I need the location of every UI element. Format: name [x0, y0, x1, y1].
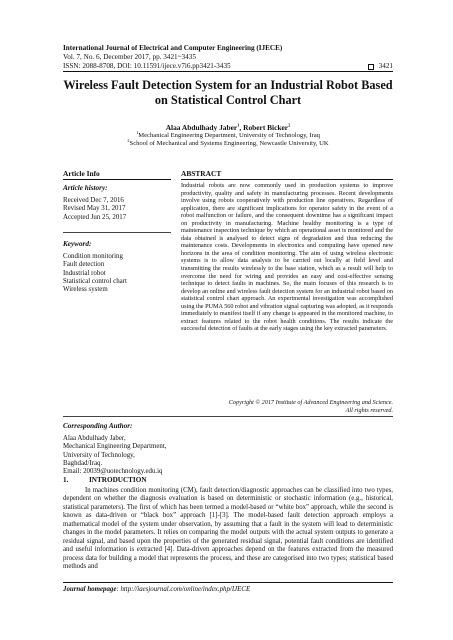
abstract-text: Industrial robots are now commonly used in production systems to improve productivity, quality and safety in manufacturing processes. Recent developments involve using robots cooperatively with production line operatives. Regardless of application, there are significant implications for operator safety in the event of a robot malfunction or failure, and the consequent downtime has a significant impact on productivity in manufacturing. Machine healthy monitoring is a type of maintenance inspection technique by which an operational asset is monitored and the data obtained is analysed to detect signs of degradation and thus reducing the maintenance costs. Developments in electronics and computing have opened new horizons in the area of condition monitoring. The aim of using wireless electronic systems is to allow data analysis to be carried out locally at field level and transmitting the results wirelessly to the base station, which as a result will help to overcome the need for wiring and provides an easy and cost-effective sensing technique to detect faults in machines. So, the main focuses of this research is to develop an online and wireless fault detection system for an industrial robot based on statistical control chart approach. An experimental investigation was accomplished using the PUMA 560 robot and vibration signal capturing was adopted, as it responds immediately to manifest itself if any change is appeared in the monitored machine, to extract features related to the robot health conditions. The results indicate the successful detection of faults at the early stages using the key extracted parameters. — [181, 182, 393, 333]
keyword-title: Keyword: — [63, 240, 92, 248]
affiliation-2: School of Mechanical and Systems Engineering, Newcastle University, UK — [129, 140, 329, 148]
affiliations — [63, 129, 393, 148]
history-title: Article history: — [63, 184, 108, 192]
homepage-url[interactable]: : http://iaesjournal.com/online/index.php/IJECE — [116, 586, 251, 593]
keyword-item: Fault detection — [63, 261, 105, 269]
corresponding-email: Email: 20039@uotechnology.edu.iq — [63, 468, 163, 476]
corresponding-univ: University of Technology, — [63, 451, 135, 459]
volume-line: Vol. 7, No. 6, December 2017, pp. 3421~3435 — [63, 53, 196, 61]
footer-rule — [63, 582, 393, 583]
title-line-2: on Statistical Control Chart — [154, 93, 302, 107]
history-revised: Revised May 31, 2017 — [63, 205, 126, 213]
square-icon — [368, 64, 374, 70]
keyword-item: Wireless system — [63, 286, 108, 294]
author-2: Robert Bicker — [243, 123, 289, 132]
article-info-rule — [63, 179, 171, 180]
affil-1-sup: 1 — [136, 129, 139, 135]
author-separator: , — [239, 123, 244, 132]
corresponding-city: Baghdad/Iraq. — [63, 459, 103, 467]
keyword-item: Statistical control chart — [63, 277, 127, 285]
copyright-line-1: Copyright © 2017 Institute of Advanced Engineering and Science. — [228, 399, 393, 406]
author-2-sup: 2 — [288, 122, 291, 128]
keyword-item: Condition monitoring — [63, 253, 123, 260]
authors — [63, 123, 393, 132]
history-accepted: Accepted Jun 25, 2017 — [63, 213, 127, 221]
copyright-line-2: All rights reserved. — [345, 406, 393, 414]
corresponding-title: Corresponding Author: — [63, 422, 133, 430]
intro-title: INTRODUCTION — [89, 476, 147, 484]
abstract-heading: ABSTRACT — [181, 169, 222, 178]
article-info-heading: Article Info — [63, 169, 100, 178]
footer — [63, 586, 250, 593]
affiliation-1: Mechanical Engineering Department, University of Technology, Iraq — [138, 132, 320, 139]
article-history — [63, 184, 171, 222]
intro-paragraph: In machines condition monitoring (CM), fault detection/diagnostic approaches can be classified into two types, dependent on whether the diagnosis evaluation is based on deterministic or stochastic information (e.g., historical, statistical parameters). The first of which has been termed a model-based or “white box” approach, while the second is known as data-driven or “black box” approach [1]-[3]. The model-based fault detection approach employs a mathematical model of the system under observation, by assuming that a fault in the system will lead to deterministic changes in the model parameters. It relies on comparing the model outputs with the actual system outputs to generate a residual signal, and based upon the properties of the generated residual signal, potential fault conditions are identified and useful information is extracted [4]. Data-driven approaches depend on the features extracted from the measured process data for building a model that represents the process, and these are categorised into two types; statistical based methods and — [63, 487, 393, 571]
corresponding-dept: Mechanical Engineering Department, — [63, 443, 167, 451]
corresponding-name: Alaa Abdulhady Jaber, — [63, 435, 126, 442]
intro-heading — [63, 476, 147, 484]
homepage-label: Journal homepage — [63, 586, 117, 593]
copyright — [181, 399, 393, 415]
journal-name: International Journal of Electrical and Computer Engineering (IJECE) — [63, 44, 283, 52]
abstract-rule — [181, 179, 393, 180]
history-divider — [63, 232, 171, 233]
author-1: Alaa Abdulhady Jaber — [165, 123, 238, 132]
page-number: 3421 — [378, 62, 393, 70]
corresponding-author — [63, 422, 263, 476]
intro-number: 1. — [63, 476, 69, 484]
keyword-item: Industrial robot — [63, 269, 106, 277]
issn-line: ISSN: 2088-8708, DOI: 10.11591/ijece.v7i6.pp3421-3435 — [63, 62, 231, 70]
journal-header — [63, 44, 393, 71]
affil-2-sup: 2 — [127, 138, 130, 144]
header-rule — [63, 71, 393, 72]
corresponding-divider — [63, 416, 393, 417]
keywords-section — [63, 240, 171, 294]
history-received: Received Dec 7, 2016 — [63, 197, 124, 204]
author-1-sup: 1 — [237, 122, 240, 128]
title-line-1: Wireless Fault Detection System for an Industrial Robot Based — [63, 78, 393, 92]
paper-title — [63, 78, 393, 108]
